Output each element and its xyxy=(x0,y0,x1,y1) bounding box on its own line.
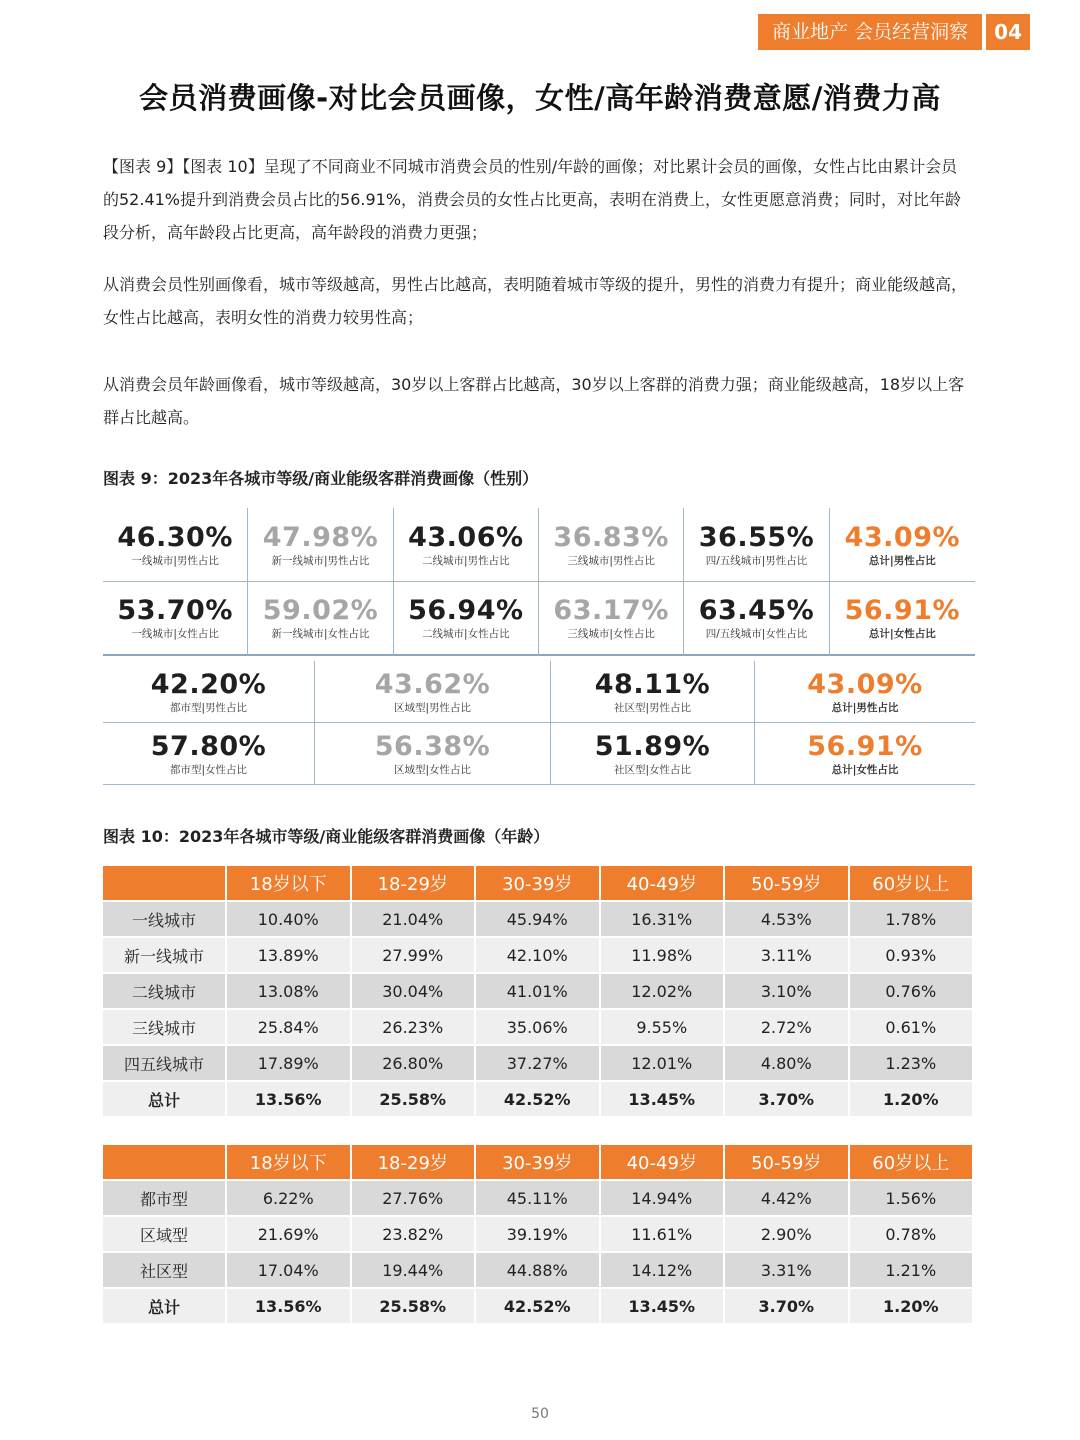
table-row xyxy=(103,938,972,972)
table-cell: 14.94% xyxy=(601,1181,724,1215)
table-cell: 30.04% xyxy=(352,974,475,1008)
table-cell: 2.90% xyxy=(725,1217,848,1251)
table-cell: 3.31% xyxy=(725,1253,848,1287)
table-corner-cell xyxy=(103,1145,225,1179)
table-row xyxy=(103,902,972,936)
table-cell: 35.06% xyxy=(476,1010,599,1044)
column-header: 30-39岁 xyxy=(476,866,599,900)
stat-label: 一线城市|男性占比 xyxy=(131,554,219,567)
table-cell: 0.78% xyxy=(850,1217,973,1251)
stat-value: 57.80% xyxy=(150,730,267,762)
table-cell: 12.01% xyxy=(601,1046,724,1080)
stat-cell xyxy=(551,661,755,723)
table-cell: 0.93% xyxy=(850,938,973,972)
stat-label: 都市型|女性占比 xyxy=(169,763,248,776)
stat-cell xyxy=(248,508,393,582)
table-cell: 3.70% xyxy=(725,1289,848,1323)
stat-cell xyxy=(551,723,755,785)
table-cell: 2.72% xyxy=(725,1010,848,1044)
table-cell: 11.61% xyxy=(601,1217,724,1251)
table-cell: 4.80% xyxy=(725,1046,848,1080)
stat-cell xyxy=(755,661,975,723)
stat-label: 总计|女性占比 xyxy=(868,628,936,640)
stat-label: 三线城市|女性占比 xyxy=(567,628,655,640)
stat-cell xyxy=(394,582,539,656)
stat-label: 四/五线城市|女性占比 xyxy=(705,628,808,640)
stat-cell xyxy=(830,508,975,582)
table-cell: 27.99% xyxy=(352,938,475,972)
table-cell: 19.44% xyxy=(352,1253,475,1287)
row-header: 社区型 xyxy=(103,1253,225,1287)
stat-label: 总计|男性占比 xyxy=(831,701,899,714)
table-row xyxy=(103,1082,972,1116)
stat-value: 59.02% xyxy=(262,595,379,626)
table-cell: 44.88% xyxy=(476,1253,599,1287)
table-cell: 0.61% xyxy=(850,1010,973,1044)
table-cell: 13.45% xyxy=(601,1082,724,1116)
table-cell: 6.22% xyxy=(227,1181,350,1215)
stat-cell xyxy=(315,661,551,723)
column-header: 50-59岁 xyxy=(725,1145,848,1179)
table-cell: 41.01% xyxy=(476,974,599,1008)
stat-cell xyxy=(830,582,975,656)
table-cell: 42.52% xyxy=(476,1289,599,1323)
column-header: 30-39岁 xyxy=(476,1145,599,1179)
stat-value: 36.83% xyxy=(553,521,669,553)
stat-label: 三线城市|男性占比 xyxy=(567,554,655,567)
intro-paragraph: 【图表 9】【图表 10】呈现了不同商业不同城市消费会员的性别/年龄的画像；对比累计会员的画像，女性占比由累计会员的52.41%提升到消费会员占比的56.91%，消费会员的女性占比更高，表明在消费上，女性更愿意消费；同时，对比年龄段分析，高年龄段占比更高，高年龄段的消费力更强； xyxy=(103,157,962,242)
table-cell: 21.04% xyxy=(352,902,475,936)
page-number: 50 xyxy=(531,1406,549,1422)
table-cell: 13.08% xyxy=(227,974,350,1008)
table-cell: 25.84% xyxy=(227,1010,350,1044)
stat-cell xyxy=(394,508,539,582)
stat-label: 区域型|女性占比 xyxy=(393,763,472,776)
table-cell: 42.52% xyxy=(476,1082,599,1116)
table-cell: 1.78% xyxy=(850,902,973,936)
stat-value: 56.94% xyxy=(408,595,524,626)
row-header: 四五线城市 xyxy=(103,1046,225,1080)
figure9-level-grid xyxy=(103,661,975,785)
table-cell: 27.76% xyxy=(352,1181,475,1215)
stat-label: 二线城市|女性占比 xyxy=(422,628,510,640)
table-cell: 12.02% xyxy=(601,974,724,1008)
stat-label: 社区型|男性占比 xyxy=(613,701,692,714)
table-cell: 0.76% xyxy=(850,974,973,1008)
row-header: 总计 xyxy=(103,1082,225,1116)
stat-value: 43.09% xyxy=(844,521,961,553)
stat-cell xyxy=(103,661,315,723)
table-row xyxy=(103,1046,972,1080)
row-header: 一线城市 xyxy=(103,902,225,936)
table-corner-cell xyxy=(103,866,225,900)
figure9-title: 图表 9：2023年各城市等级/商业能级客群消费画像（性别） xyxy=(103,469,539,488)
header-page-tag: 04 xyxy=(986,14,1030,50)
table-cell: 25.58% xyxy=(352,1082,475,1116)
stat-value: 43.62% xyxy=(374,668,491,700)
column-header: 18-29岁 xyxy=(352,866,475,900)
stat-value: 36.55% xyxy=(698,521,815,553)
table-cell: 25.58% xyxy=(352,1289,475,1323)
stat-value: 51.89% xyxy=(594,730,711,762)
column-header: 18-29岁 xyxy=(352,1145,475,1179)
column-header: 50-59岁 xyxy=(725,866,848,900)
table-cell: 9.55% xyxy=(601,1010,724,1044)
table-row xyxy=(103,1010,972,1044)
stat-value: 63.45% xyxy=(698,595,815,626)
table-cell: 13.45% xyxy=(601,1289,724,1323)
table-cell: 39.19% xyxy=(476,1217,599,1251)
stat-cell xyxy=(248,582,393,656)
table-cell: 13.56% xyxy=(227,1082,350,1116)
stat-cell xyxy=(539,582,684,656)
table-cell: 1.23% xyxy=(850,1046,973,1080)
header-section-label: 商业地产 会员经营洞察 xyxy=(758,14,982,50)
table-cell: 3.70% xyxy=(725,1082,848,1116)
table-row xyxy=(103,974,972,1008)
table-row xyxy=(103,1217,972,1251)
gender-paragraph: 从消费会员性别画像看，城市等级越高，男性占比越高，表明随着城市等级的提升，男性的消费力有提升；商业能级越高，女性占比越高，表明女性的消费力较男性高； xyxy=(103,275,968,327)
column-header: 40-49岁 xyxy=(601,866,724,900)
stat-label: 新一线城市|女性占比 xyxy=(271,628,370,640)
table-row xyxy=(103,1181,972,1215)
table-cell: 14.12% xyxy=(601,1253,724,1287)
table-cell: 37.27% xyxy=(476,1046,599,1080)
column-header: 60岁以上 xyxy=(850,1145,973,1179)
column-header: 18岁以下 xyxy=(227,866,350,900)
table-cell: 45.94% xyxy=(476,902,599,936)
stat-cell xyxy=(315,723,551,785)
stat-value: 43.09% xyxy=(807,668,923,700)
stat-value: 47.98% xyxy=(262,521,379,553)
age-paragraph: 从消费会员年龄画像看，城市等级越高，30岁以上客群占比越高，30岁以上客群的消费力强；商业能级越高，18岁以上客群占比越高。 xyxy=(103,375,965,427)
stat-cell xyxy=(684,582,829,656)
stat-label: 总计|女性占比 xyxy=(831,763,899,776)
stat-label: 一线城市|女性占比 xyxy=(131,628,219,640)
table-cell: 16.31% xyxy=(601,902,724,936)
figure10-level-table xyxy=(101,1143,974,1325)
table-cell: 21.69% xyxy=(227,1217,350,1251)
stat-cell xyxy=(684,508,829,582)
stat-label: 新一线城市|男性占比 xyxy=(271,554,370,567)
stat-value: 53.70% xyxy=(117,595,233,626)
table-cell: 4.53% xyxy=(725,902,848,936)
table-cell: 10.40% xyxy=(227,902,350,936)
stat-value: 46.30% xyxy=(117,521,233,553)
table-cell: 1.20% xyxy=(850,1082,973,1116)
stat-cell xyxy=(539,508,684,582)
row-header: 总计 xyxy=(103,1289,225,1323)
column-header: 40-49岁 xyxy=(601,1145,724,1179)
stat-value: 56.91% xyxy=(844,595,961,626)
stat-cell xyxy=(103,582,248,656)
table-cell: 26.23% xyxy=(352,1010,475,1044)
stat-cell xyxy=(755,723,975,785)
table-cell: 3.11% xyxy=(725,938,848,972)
header-section-tag xyxy=(758,14,1030,50)
figure10-city-table xyxy=(101,864,974,1118)
row-header: 新一线城市 xyxy=(103,938,225,972)
table-cell: 13.56% xyxy=(227,1289,350,1323)
stat-label: 社区型|女性占比 xyxy=(613,763,692,776)
stat-label: 总计|男性占比 xyxy=(868,554,936,567)
row-header: 三线城市 xyxy=(103,1010,225,1044)
stat-value: 43.06% xyxy=(408,521,524,553)
table-row xyxy=(103,1289,972,1323)
table-header-row xyxy=(103,1145,972,1179)
stat-label: 四/五线城市|男性占比 xyxy=(705,554,808,567)
stat-value: 56.38% xyxy=(374,730,491,762)
figure10-title: 图表 10：2023年各城市等级/商业能级客群消费画像（年龄） xyxy=(103,827,550,846)
table-header-row xyxy=(103,866,972,900)
stat-cell xyxy=(103,508,248,582)
row-header: 都市型 xyxy=(103,1181,225,1215)
row-header: 区域型 xyxy=(103,1217,225,1251)
stat-value: 48.11% xyxy=(594,668,711,700)
table-cell: 17.89% xyxy=(227,1046,350,1080)
table-cell: 1.56% xyxy=(850,1181,973,1215)
table-cell: 17.04% xyxy=(227,1253,350,1287)
stat-value: 63.17% xyxy=(553,595,669,626)
row-header: 二线城市 xyxy=(103,974,225,1008)
table-cell: 26.80% xyxy=(352,1046,475,1080)
table-cell: 1.21% xyxy=(850,1253,973,1287)
stat-label: 二线城市|男性占比 xyxy=(422,554,510,567)
table-cell: 1.20% xyxy=(850,1289,973,1323)
table-cell: 42.10% xyxy=(476,938,599,972)
column-header: 18岁以下 xyxy=(227,1145,350,1179)
table-cell: 45.11% xyxy=(476,1181,599,1215)
page-title: 会员消费画像-对比会员画像，女性/高年龄消费意愿/消费力高 xyxy=(139,81,941,115)
table-cell: 4.42% xyxy=(725,1181,848,1215)
stat-value: 56.91% xyxy=(807,730,923,762)
stat-label: 区域型|男性占比 xyxy=(393,701,472,714)
table-cell: 23.82% xyxy=(352,1217,475,1251)
stat-label: 都市型|男性占比 xyxy=(169,701,248,714)
table-cell: 3.10% xyxy=(725,974,848,1008)
stat-cell xyxy=(103,723,315,785)
table-cell: 11.98% xyxy=(601,938,724,972)
figure9-city-grid xyxy=(103,508,975,656)
stat-value: 42.20% xyxy=(150,668,267,700)
table-cell: 13.89% xyxy=(227,938,350,972)
table-row xyxy=(103,1253,972,1287)
column-header: 60岁以上 xyxy=(850,866,973,900)
